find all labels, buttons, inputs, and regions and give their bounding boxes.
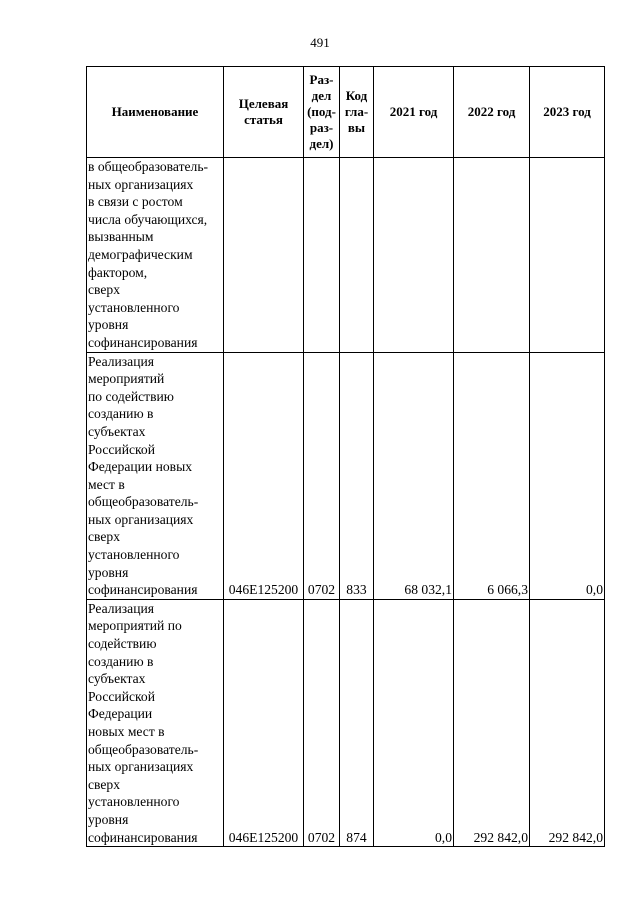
row-2023 (530, 158, 605, 353)
row-code: 874 (340, 599, 374, 846)
row-name: Реализация мероприятий по содействию созданию в субъектах Российской Федерации новых мест в общеобразователь- ных организациях сверх установленного уровня софинансирования (87, 352, 224, 599)
header-section: Раз- дел (под- раз- дел) (304, 67, 340, 158)
row-2021: 0,0 (374, 599, 454, 846)
row-2022: 6 066,3 (454, 352, 530, 599)
row-2021: 68 032,1 (374, 352, 454, 599)
header-row (87, 67, 605, 158)
row-section (304, 158, 340, 353)
row-2023: 292 842,0 (530, 599, 605, 846)
header-2023: 2023 год (530, 67, 605, 158)
header-target: Целевая статья (224, 67, 304, 158)
row-target (224, 158, 304, 353)
header-code: Код гла- вы (340, 67, 374, 158)
row-2022: 292 842,0 (454, 599, 530, 846)
row-target: 046E125200 (224, 352, 304, 599)
row-target: 046E125200 (224, 599, 304, 846)
table-row (87, 599, 605, 846)
row-code: 833 (340, 352, 374, 599)
page-number: 491 (310, 35, 330, 50)
budget-table (86, 66, 605, 847)
row-2022 (454, 158, 530, 353)
table-row (87, 158, 605, 353)
header-name: Наименование (87, 67, 224, 158)
row-2023: 0,0 (530, 352, 605, 599)
header-2022: 2022 год (454, 67, 530, 158)
row-name: в общеобразователь- ных организациях в связи с ростом числа обучающихся, вызванным демографическим фактором, сверх установленного уровня софинансирования (87, 158, 224, 353)
table-row (87, 352, 605, 599)
row-section: 0702 (304, 599, 340, 846)
row-name: Реализация мероприятий по содействию созданию в субъектах Российской Федерации новых мест в общеобразователь- ных организациях сверх установленного уровня софинансирования (87, 599, 224, 846)
header-2021: 2021 год (374, 67, 454, 158)
row-section: 0702 (304, 352, 340, 599)
row-code (340, 158, 374, 353)
row-2021 (374, 158, 454, 353)
